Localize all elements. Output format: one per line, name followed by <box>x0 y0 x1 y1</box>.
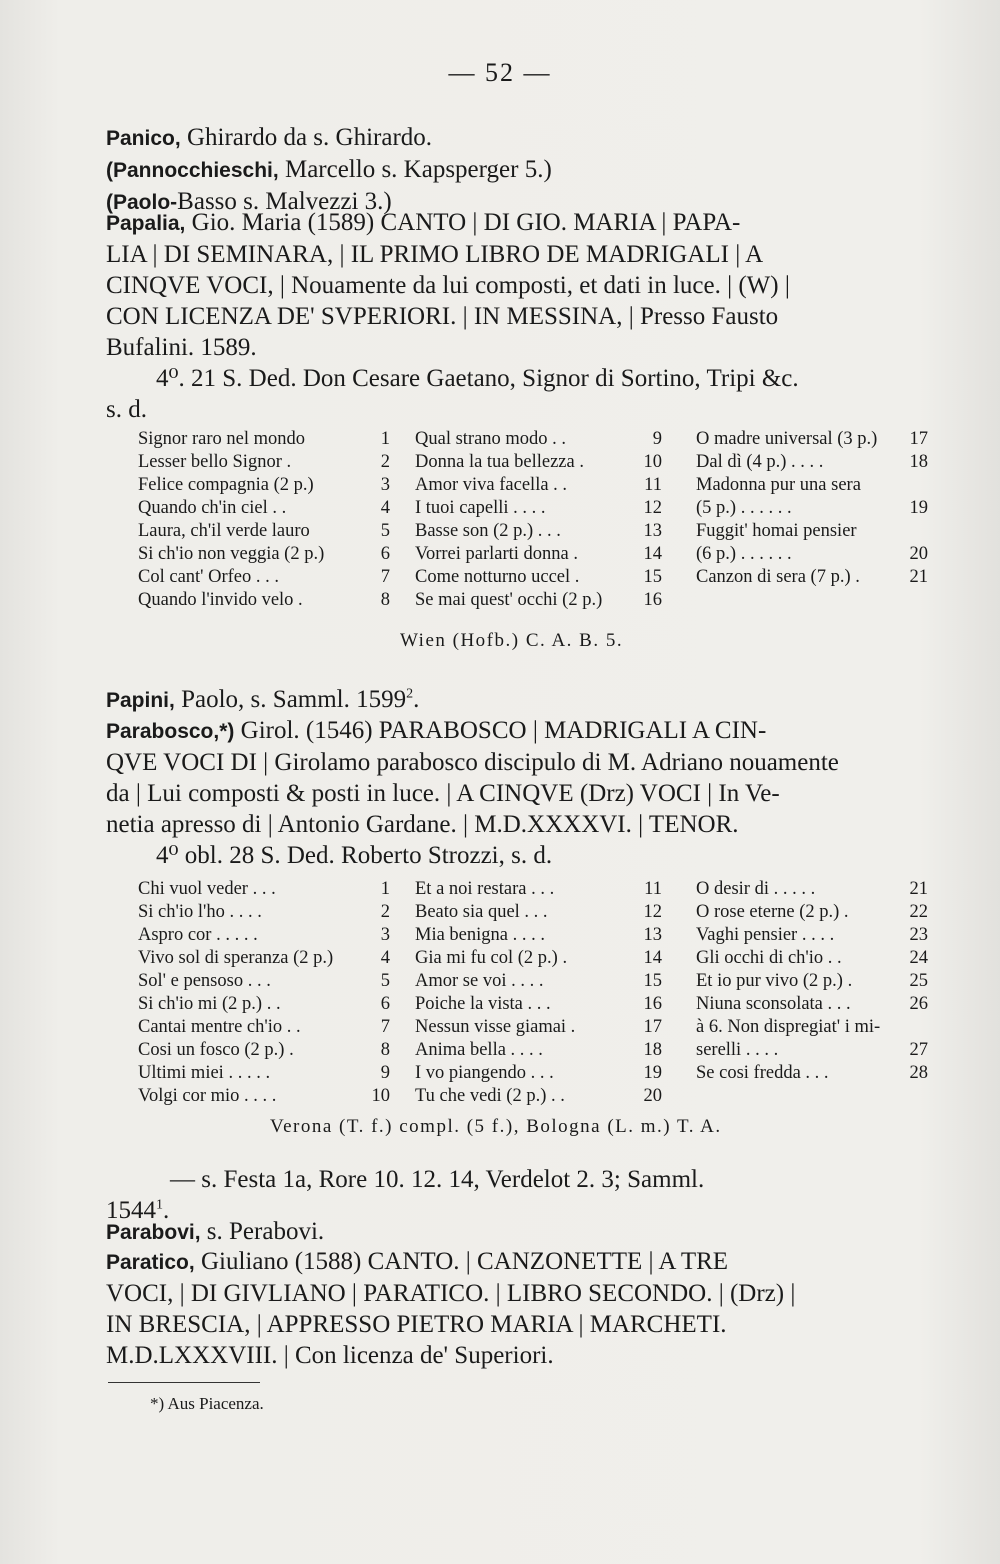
entry-line: Bufalini. 1589. <box>106 334 257 361</box>
song-number <box>906 1016 936 1039</box>
song-title: Col cant' Orfeo . . . <box>138 567 280 587</box>
song-title: Et a noi restara . . . <box>415 879 555 899</box>
song-title: Sol' e pensoso . . . <box>138 971 271 991</box>
songs-table-parabosco-col3 <box>696 878 936 1108</box>
song-row <box>696 1085 936 1108</box>
song-title: Vivo sol di speranza (2 p.) <box>138 948 334 968</box>
song-title: Anima bella . . . . <box>415 1040 543 1060</box>
entry-line: CON LICENZA DE' SVPERIORI. | IN MESSINA, | Presso Fausto <box>106 303 779 330</box>
song-number: 4 <box>380 948 390 968</box>
song-row <box>696 1062 936 1085</box>
song-number: 5 <box>380 971 390 991</box>
song-title: Cantai mentre ch'io . . <box>138 1017 301 1037</box>
song-row <box>138 1062 398 1085</box>
song-row <box>696 520 936 543</box>
entry-parabosco <box>106 715 956 871</box>
song-title: serelli . . . . <box>696 1040 779 1060</box>
song-title: Canzon di sera (7 p.) . <box>696 567 860 587</box>
song-title: Felice compagnia (2 p.) <box>138 475 314 495</box>
song-number <box>906 520 936 543</box>
song-number: 14 <box>643 948 662 968</box>
song-number: 12 <box>643 498 662 518</box>
song-title <box>696 589 906 612</box>
song-number: 21 <box>909 879 928 899</box>
superscript: 2 <box>406 686 414 702</box>
song-row <box>138 474 398 497</box>
song-row <box>138 543 398 566</box>
entry-head: (Paolo- <box>106 191 178 214</box>
song-number: 10 <box>643 452 662 472</box>
song-title: Vaghi pensier . . . . <box>696 925 835 945</box>
song-number: 18 <box>643 1040 662 1060</box>
song-row <box>415 970 670 993</box>
entry-description: 4⁰. 21 S. Ded. Don Cesare Gaetano, Signor di Sortino, Tripi &c. <box>156 365 799 392</box>
entry-line: Gio. Maria (1589) CANTO | DI GIO. MARIA | PAPA- <box>191 209 741 236</box>
entry-line: M.D.LXXXVIII. | Con licenza de' Superiori. <box>106 1342 554 1369</box>
song-number: 3 <box>380 475 390 495</box>
song-title: Cosi un fosco (2 p.) . <box>138 1040 294 1060</box>
song-number: 22 <box>909 902 928 922</box>
song-title: Madonna pur una sera <box>696 475 861 495</box>
entry-line: Giuliano (1588) CANTO. | CANZONETTE | A TRE <box>200 1248 729 1275</box>
song-number: 20 <box>643 1086 662 1106</box>
song-row <box>138 878 398 901</box>
song-title: Lesser bello Signor . <box>138 452 292 472</box>
song-title: Amor se voi . . . . <box>415 971 544 991</box>
entry-text: s. Perabovi. <box>206 1218 325 1245</box>
song-number: 12 <box>643 902 662 922</box>
song-number: 8 <box>380 1040 390 1060</box>
song-row <box>415 1016 670 1039</box>
song-title: Signor raro nel mondo <box>138 429 305 449</box>
entry-line: LIA | DI SEMINARA, | IL PRIMO LIBRO DE MADRIGALI | A <box>106 241 764 268</box>
song-number: 9 <box>380 1063 390 1083</box>
songs-table-parabosco-col2 <box>415 878 670 1108</box>
entry-line: netia apresso di | Antonio Gardane. | M.D.XXXXVI. | TENOR. <box>106 811 739 838</box>
song-title: Volgi cor mio . . . . <box>138 1086 277 1106</box>
song-number: 1 <box>380 879 390 899</box>
entry-head: Paratico, <box>106 1251 195 1274</box>
song-number: 6 <box>380 544 390 564</box>
song-number: 9 <box>652 429 662 449</box>
song-row <box>138 970 398 993</box>
song-number: 17 <box>643 1017 662 1037</box>
song-row <box>696 901 936 924</box>
song-title: Gia mi fu col (2 p.) . <box>415 948 568 968</box>
song-row <box>138 901 398 924</box>
song-title: I vo piangendo . . . <box>415 1063 554 1083</box>
entry-panico <box>106 122 956 218</box>
song-row <box>415 947 670 970</box>
song-row <box>415 566 670 589</box>
song-title: Qual strano modo . . <box>415 429 567 449</box>
song-row <box>138 451 398 474</box>
song-number: 7 <box>380 567 390 587</box>
song-row <box>138 1039 398 1062</box>
song-title: Beato sia quel . . . <box>415 902 548 922</box>
song-row <box>415 878 670 901</box>
song-number: 3 <box>380 925 390 945</box>
entry-line: QVE VOCI DI | Girolamo parabosco discipulo di M. Adriano nouamente <box>106 749 839 776</box>
songs-table-papalia-col3 <box>696 428 936 612</box>
song-title: Nessun visse giamai . <box>415 1017 576 1037</box>
song-title: Si ch'io l'ho . . . . <box>138 902 262 922</box>
location-parabosco: Verona (T. f.) compl. (5 f.), Bologna (L. m.) T. A. <box>270 1116 722 1137</box>
song-number: 25 <box>909 971 928 991</box>
song-row <box>415 451 670 474</box>
see-also-year: 1544 <box>106 1197 156 1224</box>
song-title: Basse son (2 p.) . . . <box>415 521 561 541</box>
song-title: Tu che vedi (2 p.) . . <box>415 1086 565 1106</box>
song-row <box>696 1039 936 1062</box>
song-title: O rose eterne (2 p.) . <box>696 902 849 922</box>
entry-text: Basso s. Malvezzi 3.) <box>177 188 392 215</box>
song-title: Mia benigna . . . . <box>415 925 545 945</box>
song-row <box>415 1039 670 1062</box>
song-number <box>906 1085 936 1108</box>
song-title: Aspro cor . . . . . <box>138 925 258 945</box>
song-title: I tuoi capelli . . . . <box>415 498 546 518</box>
song-number: 4 <box>380 498 390 518</box>
footnote-rule <box>108 1382 260 1383</box>
song-title: (5 p.) . . . . . . <box>696 498 792 518</box>
song-row <box>696 970 936 993</box>
song-title: O desir di . . . . . <box>696 879 816 899</box>
song-title: Quando l'invido velo . <box>138 590 303 610</box>
song-title: Donna la tua bellezza . <box>415 452 584 472</box>
song-title: Dal dì (4 p.) . . . . <box>696 452 824 472</box>
songs-table-parabosco-col1 <box>138 878 398 1108</box>
song-number: 15 <box>643 971 662 991</box>
song-title: Si ch'io mi (2 p.) . . <box>138 994 281 1014</box>
entry-description: s. d. <box>106 396 147 423</box>
song-number: 14 <box>643 544 662 564</box>
song-number: 23 <box>909 925 928 945</box>
song-number: 13 <box>643 925 662 945</box>
song-row <box>415 1085 670 1108</box>
entry-head: Parabovi, <box>106 1221 201 1244</box>
song-number: 21 <box>909 567 928 587</box>
entry-text: Paolo, s. Samml. 1599 <box>181 686 407 713</box>
song-row <box>415 901 670 924</box>
entry-line: VOCI, | DI GIVLIANO | PARATICO. | LIBRO SECONDO. | (Drz) | <box>106 1280 796 1307</box>
song-title: Chi vuol veder . . . <box>138 879 276 899</box>
song-number: 11 <box>644 879 662 899</box>
song-row <box>696 543 936 566</box>
song-title: Vorrei parlarti donna . <box>415 544 579 564</box>
song-number: 24 <box>909 948 928 968</box>
see-also-line: — s. Festa 1a, Rore 10. 12. 14, Verdelot 2. 3; Samml. <box>170 1166 705 1193</box>
song-number: 1 <box>380 429 390 449</box>
song-row <box>138 1016 398 1039</box>
song-number: 7 <box>380 1017 390 1037</box>
song-row <box>138 497 398 520</box>
song-row <box>138 947 398 970</box>
song-number: 10 <box>371 1086 390 1106</box>
song-row <box>138 993 398 1016</box>
song-number <box>906 474 936 497</box>
entry-line: da | Lui composti & posti in luce. | A CINQVE (Drz) VOCI | In Ve- <box>106 780 780 807</box>
entry-head: Parabosco,*) <box>106 720 235 743</box>
song-title: à 6. Non dispregiat' i mi- <box>696 1017 881 1037</box>
song-title: Quando ch'in ciel . . <box>138 498 287 518</box>
song-number: 28 <box>909 1063 928 1083</box>
song-number: 8 <box>380 590 390 610</box>
song-title: Se mai quest' occhi (2 p.) <box>415 590 603 610</box>
entry-head: Papini, <box>106 689 175 712</box>
song-row <box>696 566 936 589</box>
entry-text-end: . <box>413 686 420 713</box>
song-number: 17 <box>909 429 928 449</box>
songs-table-papalia-col1 <box>138 428 398 612</box>
song-title <box>696 1085 906 1108</box>
song-title: Ultimi miei . . . . . <box>138 1063 271 1083</box>
song-number: 15 <box>643 567 662 587</box>
songs-table-papalia-col2 <box>415 428 670 612</box>
entry-text: Ghirardo da s. Ghirardo. <box>186 124 433 151</box>
entry-line: Girol. (1546) PARABOSCO | MADRIGALI A CIN- <box>240 717 767 744</box>
song-row <box>696 993 936 1016</box>
song-number: 20 <box>909 544 928 564</box>
song-row <box>696 1016 936 1039</box>
page-number: — 52 — <box>448 58 552 87</box>
song-number: 11 <box>644 475 662 495</box>
song-title: (6 p.) . . . . . . <box>696 544 792 564</box>
song-row <box>138 428 398 451</box>
song-title: Laura, ch'il verde lauro <box>138 521 310 541</box>
song-row <box>696 878 936 901</box>
song-number: 18 <box>909 452 928 472</box>
song-number: 6 <box>380 994 390 1014</box>
song-title: Come notturno uccel . <box>415 567 580 587</box>
entry-line: IN BRESCIA, | APPRESSO PIETRO MARIA | MARCHETI. <box>106 1311 727 1338</box>
entry-papini <box>106 684 956 716</box>
song-row <box>138 924 398 947</box>
song-title: Se cosi fredda . . . <box>696 1063 829 1083</box>
song-row <box>415 589 670 612</box>
song-title: Et io pur vivo (2 p.) . <box>696 971 853 991</box>
song-title: Fuggit' homai pensier <box>696 521 857 541</box>
song-row <box>696 497 936 520</box>
superscript: 1 <box>156 1197 163 1213</box>
song-number: 19 <box>643 1063 662 1083</box>
song-number: 13 <box>643 521 662 541</box>
song-row <box>415 924 670 947</box>
song-number: 2 <box>380 452 390 472</box>
footnote: *) Aus Piacenza. <box>150 1394 264 1413</box>
song-number: 26 <box>909 994 928 1014</box>
song-row <box>415 993 670 1016</box>
song-row <box>415 428 670 451</box>
song-row <box>138 1085 398 1108</box>
song-title: Poiche la vista . . . <box>415 994 551 1014</box>
song-row <box>415 520 670 543</box>
entry-head: Papalia, <box>106 212 186 235</box>
entry-head: Panico, <box>106 127 181 150</box>
entry-text: Marcello s. Kapsperger 5.) <box>284 156 552 183</box>
song-title: Niuna sconsolata . . . <box>696 994 851 1014</box>
entry-parabovi <box>106 1216 956 1248</box>
song-number: 16 <box>643 590 662 610</box>
song-number: 2 <box>380 902 390 922</box>
location-papalia: Wien (Hofb.) C. A. B. 5. <box>400 630 624 651</box>
entry-description: 4⁰ obl. 28 S. Ded. Roberto Strozzi, s. d. <box>156 842 553 869</box>
song-number <box>906 589 936 612</box>
song-row <box>138 520 398 543</box>
entry-head: (Pannocchieschi, <box>106 159 279 182</box>
song-title: Si ch'io non veggia (2 p.) <box>138 544 325 564</box>
entry-papalia <box>106 207 956 425</box>
song-row <box>696 428 936 451</box>
song-row <box>696 589 936 612</box>
song-row <box>138 589 398 612</box>
song-row <box>415 1062 670 1085</box>
song-row <box>696 474 936 497</box>
song-row <box>415 543 670 566</box>
entry-paratico <box>106 1246 956 1371</box>
song-title: O madre universal (3 p.) <box>696 429 878 449</box>
song-row <box>138 566 398 589</box>
see-also-end: . <box>163 1197 170 1224</box>
song-number: 19 <box>909 498 928 518</box>
song-row <box>696 451 936 474</box>
song-row <box>415 474 670 497</box>
entry-line: CINQVE VOCI, | Nouamente da lui composti, et dati in luce. | (W) | <box>106 272 790 299</box>
song-title: Amor viva facella . . <box>415 475 568 495</box>
song-row <box>696 924 936 947</box>
song-number: 16 <box>643 994 662 1014</box>
song-title: Gli occhi di ch'io . . <box>696 948 842 968</box>
song-number: 5 <box>380 521 390 541</box>
song-number: 27 <box>909 1040 928 1060</box>
song-row <box>415 497 670 520</box>
song-row <box>696 947 936 970</box>
